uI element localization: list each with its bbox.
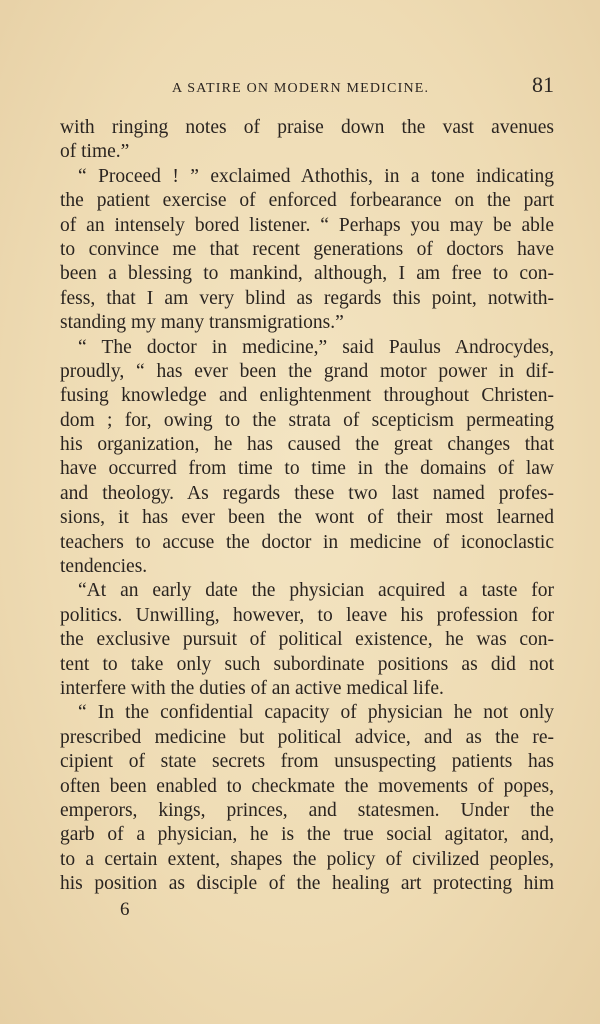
text-line: teachers to accuse the doctor in medicine of iconoclastic xyxy=(60,531,554,553)
text-line: been a blessing to mankind, although, I am free to con- xyxy=(60,263,554,285)
text-line: tent to take only such subordinate positions as did not xyxy=(60,653,554,675)
text-line: have occurred from time to time in the domains of law xyxy=(60,458,554,480)
text-line: cipient of state secrets from unsuspecting patients has xyxy=(60,751,554,773)
text-line: “ The doctor in medicine,” said Paulus Androcydes, xyxy=(78,336,554,358)
text-line: his organization, he has caused the great changes that xyxy=(60,434,554,456)
text-line: dom ; for, owing to the strata of scepticism permeating xyxy=(60,409,554,431)
text-line: garb of a physician, he is the true social agitator, and, xyxy=(60,824,554,846)
text-line: tendencies. xyxy=(60,556,148,578)
text-line: “At an early date the physician acquired a taste for xyxy=(78,580,554,602)
body-text xyxy=(60,116,554,897)
text-line: with ringing notes of praise down the vast avenues xyxy=(60,117,554,138)
text-line: his position as disciple of the healing art protecting him xyxy=(60,873,554,895)
text-line: standing my many transmigrations.” xyxy=(60,312,344,334)
text-line: the patient exercise of enforced forbearance on the part xyxy=(60,190,554,212)
text-line: sions, it has ever been the wont of their most learned xyxy=(60,507,554,529)
text-line: interfere with the duties of an active medical life. xyxy=(60,677,444,699)
book-page xyxy=(60,72,554,921)
text-line: emperors, kings, princes, and statesmen. Under the xyxy=(60,799,554,821)
text-line: prescribed medicine but political advice, and as the re- xyxy=(60,726,554,748)
running-head xyxy=(60,72,554,102)
text-line: “ Proceed ! ” exclaimed Athothis, in a tone indicating xyxy=(78,165,554,187)
running-title: A SATIRE ON MODERN MEDICINE. xyxy=(172,81,430,96)
signature-mark: 6 xyxy=(120,898,130,920)
text-line: to a certain extent, shapes the policy of civilized peoples, xyxy=(60,848,554,870)
text-line: fess, that I am very blind as regards this point, notwith- xyxy=(60,287,554,309)
text-line: proudly, “ has ever been the grand motor power in dif- xyxy=(60,360,554,382)
text-line: and theology. As regards these two last named profes- xyxy=(60,482,554,504)
text-line: “ In the confidential capacity of physician he not only xyxy=(78,702,554,724)
text-line: of an intensely bored listener. “ Perhaps you may be able xyxy=(60,214,554,236)
text-line: politics. Unwilling, however, to leave his profession for xyxy=(60,604,554,626)
page-number: 81 xyxy=(532,72,554,97)
text-line: fusing knowledge and enlightenment throughout Christen- xyxy=(60,385,554,407)
text-line: the exclusive pursuit of political existence, he was con- xyxy=(60,629,554,651)
text-line: often been enabled to checkmate the movements of popes, xyxy=(60,775,554,797)
text-line: to convince me that recent generations of doctors have xyxy=(60,238,554,260)
text-line: of time.” xyxy=(60,141,130,163)
